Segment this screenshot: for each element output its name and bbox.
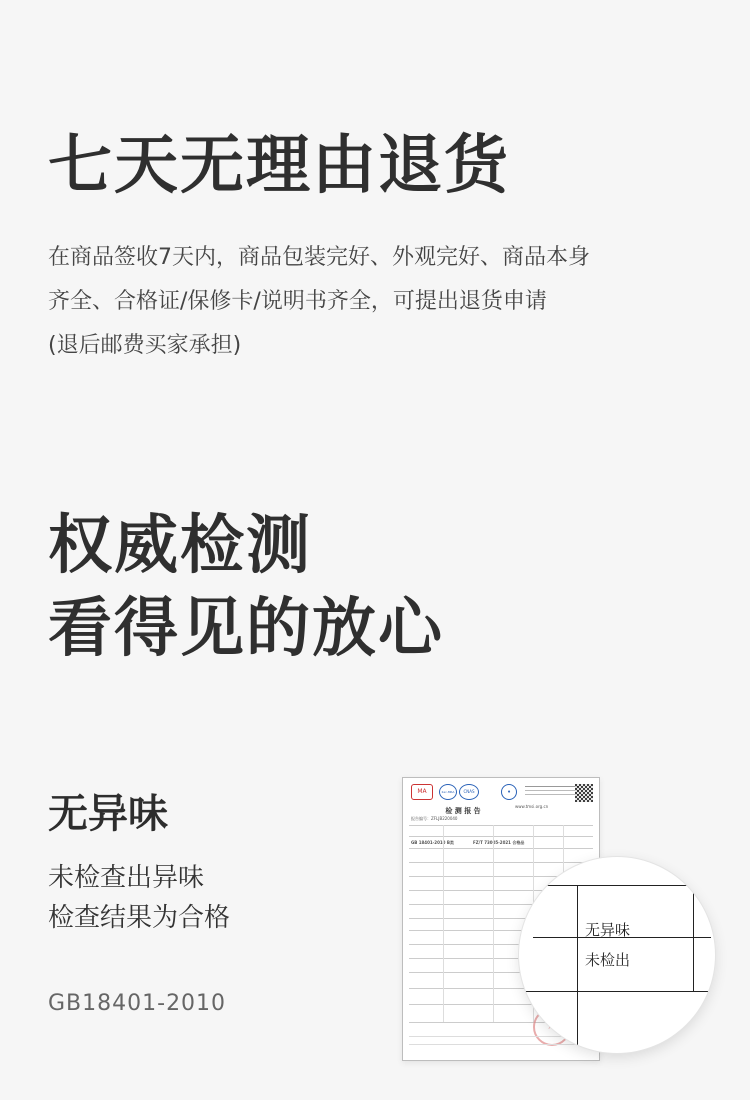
return-policy-line-1: 在商品签收7天内，商品包装完好、外观完好、商品本身 — [48, 245, 590, 270]
magnifier-item-label: 无异味 — [585, 921, 631, 939]
ma-logo: MA — [411, 784, 433, 800]
report-magnifier — [519, 857, 715, 1053]
return-policy-title: 七天无理由退货 — [48, 129, 510, 203]
magnifier-result-label: 未检出 — [585, 951, 631, 969]
odor-description — [48, 858, 230, 938]
authority-title-line-2: 看得见的放心 — [48, 592, 444, 666]
lab-seal-icon: ♦ — [501, 784, 517, 800]
report-number: 报告编号：ZFLJB220040 — [411, 816, 458, 821]
lab-name-block — [525, 784, 579, 795]
cnas-logo: CNAS — [459, 784, 479, 800]
report-title: 检 测 报 告 — [445, 807, 481, 815]
return-policy-text — [48, 236, 590, 368]
report-standard-2: FZ/T 73005-2021 合格品 — [473, 840, 525, 845]
odor-title: 无异味 — [48, 791, 168, 837]
odor-line-1: 未检查出异味 — [48, 863, 205, 893]
authority-title-line-1: 权威检测 — [48, 509, 312, 583]
report-website: www.tmsi.org.cn — [515, 804, 549, 809]
ilac-logo: ilac-MRA — [439, 784, 457, 800]
return-policy-line-2: 齐全、合格证/保修卡/说明书齐全，可提出退货申请 — [48, 289, 547, 314]
odor-line-2: 检查结果为合格 — [48, 903, 231, 933]
odor-standard: GB18401-2010 — [48, 991, 227, 1016]
return-policy-line-3: (退后邮费买家承担) — [48, 333, 242, 358]
report-standard-1: GB 18401-2010 B类 — [411, 840, 454, 845]
qr-code-icon — [575, 784, 593, 802]
